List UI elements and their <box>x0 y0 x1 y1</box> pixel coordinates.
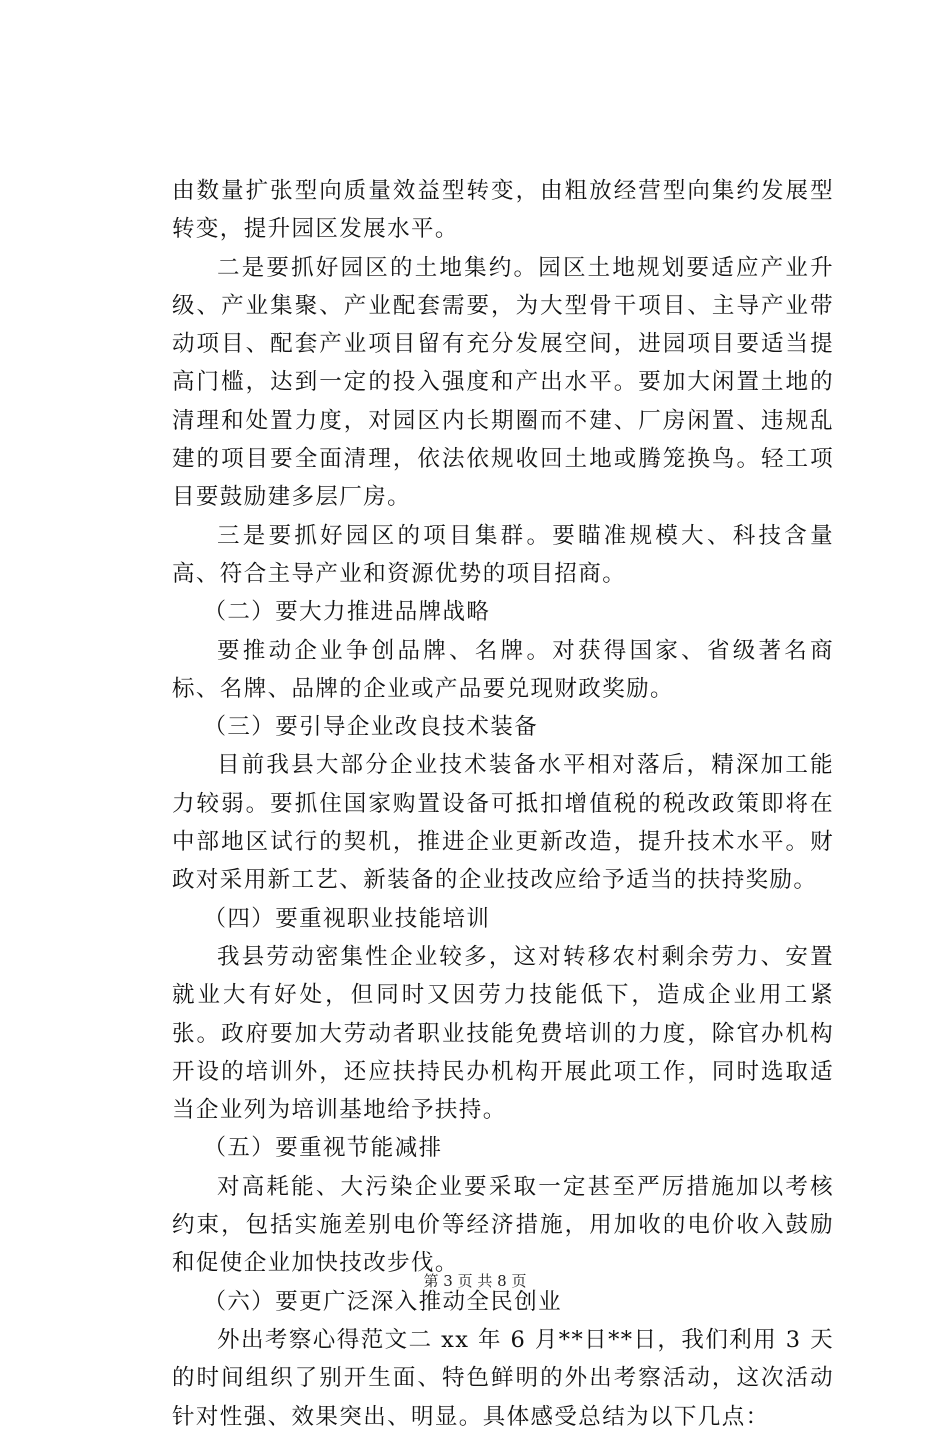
paragraph-sample-two: 外出考察心得范文二 xx 年 6 月**日**日，我们利用 3 天的时间组织了别开生面、特色鲜明的外出考察活动，这次活动针对性强、效果突出、明显。具体感受总结为以下几点： <box>172 1326 834 1430</box>
document-body <box>172 172 834 1436</box>
section-heading-brand: （二）要大力推进品牌战略 <box>203 599 491 626</box>
paragraph-continuation: 由数量扩张型向质量效益型转变，由粗放经营型向集约发展型转变，提升园区发展水平。 <box>172 178 834 243</box>
section-heading-training: （四）要重视职业技能培训 <box>203 905 491 932</box>
paragraph-project-cluster: 三是要抓好园区的项目集群。要瞄准规模大、科技含量高、符合主导产业和资源优势的项目招商。 <box>172 522 834 587</box>
paragraph-equipment: 目前我县大部分企业技术装备水平相对落后，精深加工能力较弱。要抓住国家购置设备可抵扣增值税的税改政策即将在中部地区试行的契机，推进企业更新改造，提升技术水平。财政对采用新工艺、新装备的企业技改应给予适当的扶持奖励。 <box>172 752 834 894</box>
paragraph-energy: 对高耗能、大污染企业要采取一定甚至严厉措施加以考核约束，包括实施差别电价等经济措施，用加收的电价收入鼓励和促使企业加快技改步伐。 <box>172 1173 834 1277</box>
section-heading-entrepreneurship: （六）要更广泛深入推动全民创业 <box>203 1288 563 1315</box>
section-heading-energy: （五）要重视节能减排 <box>203 1135 443 1162</box>
section-heading-equipment: （三）要引导企业改良技术装备 <box>203 714 539 741</box>
paragraph-brand: 要推动企业争创品牌、名牌。对获得国家、省级著名商标、名牌、品牌的企业或产品要兑现财政奖励。 <box>172 637 834 702</box>
paragraph-training: 我县劳动密集性企业较多，这对转移农村剩余劳力、安置就业大有好处，但同时又因劳力技能低下，造成企业用工紧张。政府要加大劳动者职业技能免费培训的力度，除官办机构开设的培训外，还应扶持民办机构开展此项工作，同时选取适当企业列为培训基地给予扶持。 <box>172 943 834 1124</box>
page-footer: 第 3 页 共 8 页 <box>423 1272 527 1290</box>
paragraph-land-intensive: 二是要抓好园区的土地集约。园区土地规划要适应产业升级、产业集聚、产业配套需要，为大型骨干项目、主导产业带动项目、配套产业项目留有充分发展空间，进园项目要适当提高门槛，达到一定的投入强度和产出水平。要加大闲置土地的清理和处置力度，对园区内长期圈而不建、厂房闲置、违规乱建的项目要全面清理，依法依规收回土地或腾笼换鸟。轻工项目要鼓励建多层厂房。 <box>172 254 834 511</box>
